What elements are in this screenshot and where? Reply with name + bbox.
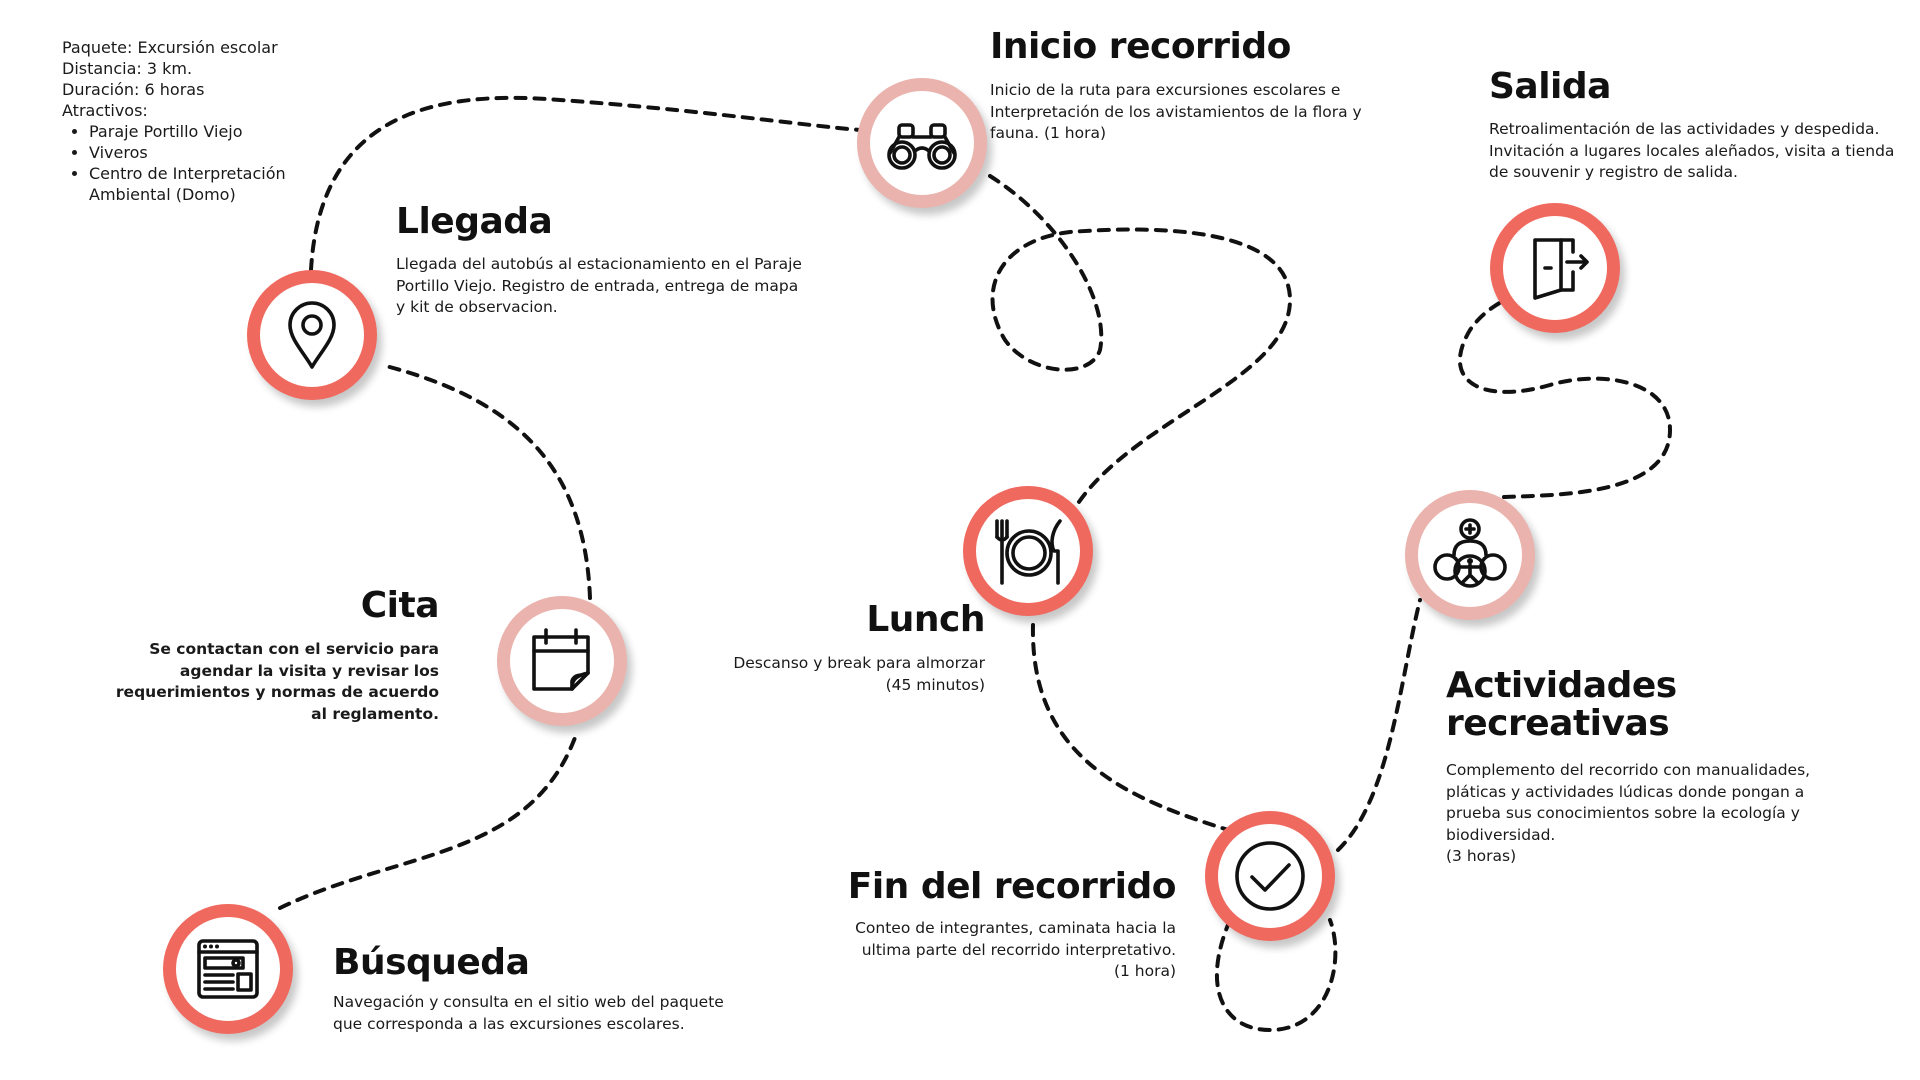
node-fin bbox=[1205, 811, 1335, 941]
desc-lunch bbox=[733, 653, 985, 696]
exit-door-icon bbox=[1515, 228, 1595, 308]
title-lunch: Lunch bbox=[866, 599, 985, 640]
desc-line: Inicio de la ruta para excursiones escolares e bbox=[990, 81, 1341, 99]
desc-salida bbox=[1489, 119, 1894, 184]
info-line-distance: Distancia: 3 km. bbox=[62, 59, 193, 78]
desc-line: Portillo Viejo. Registro de entrada, entrega de mapa bbox=[396, 276, 799, 295]
node-actividades bbox=[1405, 490, 1535, 620]
desc-line: Retroalimentación de las actividades y despedida. bbox=[1489, 120, 1880, 138]
checkmark-icon bbox=[1230, 836, 1310, 916]
desc-line: ultima parte del recorrido interpretativo. bbox=[861, 940, 1176, 959]
desc-line: Invitación a lugares locales aleñados, visita a tienda bbox=[1489, 141, 1895, 160]
route-segment-fin-actividades bbox=[1338, 600, 1420, 850]
info-line-attractions: Atractivos: bbox=[62, 101, 148, 120]
node-salida bbox=[1490, 203, 1620, 333]
desc-line: Navegación y consulta en el sitio web del paquete bbox=[333, 993, 724, 1011]
attraction-item bbox=[89, 163, 322, 205]
desc-line: de souvenir y registro de salida. bbox=[1489, 163, 1738, 181]
desc-line: prueba sus conocimientos sobre la ecología y bbox=[1446, 804, 1800, 822]
title-line: Actividades bbox=[1446, 665, 1677, 706]
desc-llegada bbox=[396, 254, 802, 319]
route-segment-lunch-fin bbox=[1033, 625, 1235, 832]
desc-cita bbox=[116, 639, 439, 725]
puzzle-people-icon bbox=[1430, 515, 1510, 595]
desc-line: fauna. (1 hora) bbox=[990, 124, 1107, 142]
plate-cutlery-icon bbox=[988, 511, 1068, 591]
desc-line: Se contactan con el servicio para bbox=[149, 640, 439, 658]
browser-window-icon bbox=[188, 929, 268, 1009]
desc-fin bbox=[855, 918, 1176, 983]
route-segment-busqueda-cita bbox=[280, 735, 576, 908]
desc-line: requerimientos y normas de acuerdo bbox=[115, 683, 439, 701]
desc-line: (45 minutos) bbox=[885, 675, 985, 694]
route-segment-inicio-loops bbox=[990, 176, 1290, 508]
title-llegada: Llegada bbox=[396, 201, 553, 242]
desc-line: Descanso y break para almorzar bbox=[733, 654, 985, 672]
desc-line: biodiversidad. bbox=[1446, 825, 1556, 844]
attraction-text: Centro de Interpretación bbox=[89, 164, 286, 183]
desc-line: y kit de observacion. bbox=[396, 298, 558, 316]
desc-line: Conteo de integrantes, caminata hacia la bbox=[855, 919, 1176, 937]
node-cita bbox=[497, 596, 627, 726]
route-segment-llegada-inicio bbox=[311, 98, 860, 270]
info-line-duration: Duración: 6 horas bbox=[62, 80, 205, 99]
attraction-text-continued: Ambiental (Domo) bbox=[89, 185, 236, 204]
attraction-item: • Viveros bbox=[89, 142, 322, 163]
desc-line: Interpretación de los avistamientos de la flora y bbox=[990, 102, 1362, 121]
desc-inicio bbox=[990, 80, 1362, 145]
route-segment-cita-llegada bbox=[382, 365, 590, 598]
node-inicio bbox=[857, 78, 987, 208]
title-line: recreativas bbox=[1446, 703, 1670, 744]
desc-line: agendar la visita y revisar los bbox=[179, 661, 439, 680]
title-fin: Fin del recorrido bbox=[847, 866, 1176, 907]
node-llegada bbox=[247, 270, 377, 400]
desc-line: Llegada del autobús al estacionamiento en el Paraje bbox=[396, 255, 802, 273]
desc-busqueda bbox=[333, 992, 724, 1035]
desc-line: pláticas y actividades lúdicas donde pongan a bbox=[1446, 782, 1805, 801]
package-info bbox=[62, 37, 322, 205]
node-lunch bbox=[963, 486, 1093, 616]
title-salida: Salida bbox=[1489, 66, 1611, 107]
info-line-package: Paquete: Excursión escolar bbox=[62, 38, 278, 57]
desc-line: que corresponda a las excursiones escolares. bbox=[333, 1014, 685, 1033]
calendar-icon bbox=[522, 621, 602, 701]
desc-line: (3 horas) bbox=[1446, 847, 1517, 865]
desc-line: al reglamento. bbox=[311, 704, 439, 723]
node-busqueda bbox=[163, 904, 293, 1034]
desc-line: (1 hora) bbox=[1113, 962, 1176, 980]
attractions-list bbox=[62, 121, 322, 205]
binoculars-icon bbox=[882, 103, 962, 183]
desc-line: Complemento del recorrido con manualidades, bbox=[1446, 761, 1811, 779]
location-pin-icon bbox=[272, 295, 352, 375]
attraction-item: • Paraje Portillo Viejo bbox=[89, 121, 322, 142]
title-actividades bbox=[1446, 667, 1677, 743]
title-inicio: Inicio recorrido bbox=[990, 26, 1291, 67]
title-cita: Cita bbox=[360, 585, 439, 626]
desc-actividades bbox=[1446, 760, 1810, 868]
title-busqueda: Búsqueda bbox=[333, 942, 530, 983]
